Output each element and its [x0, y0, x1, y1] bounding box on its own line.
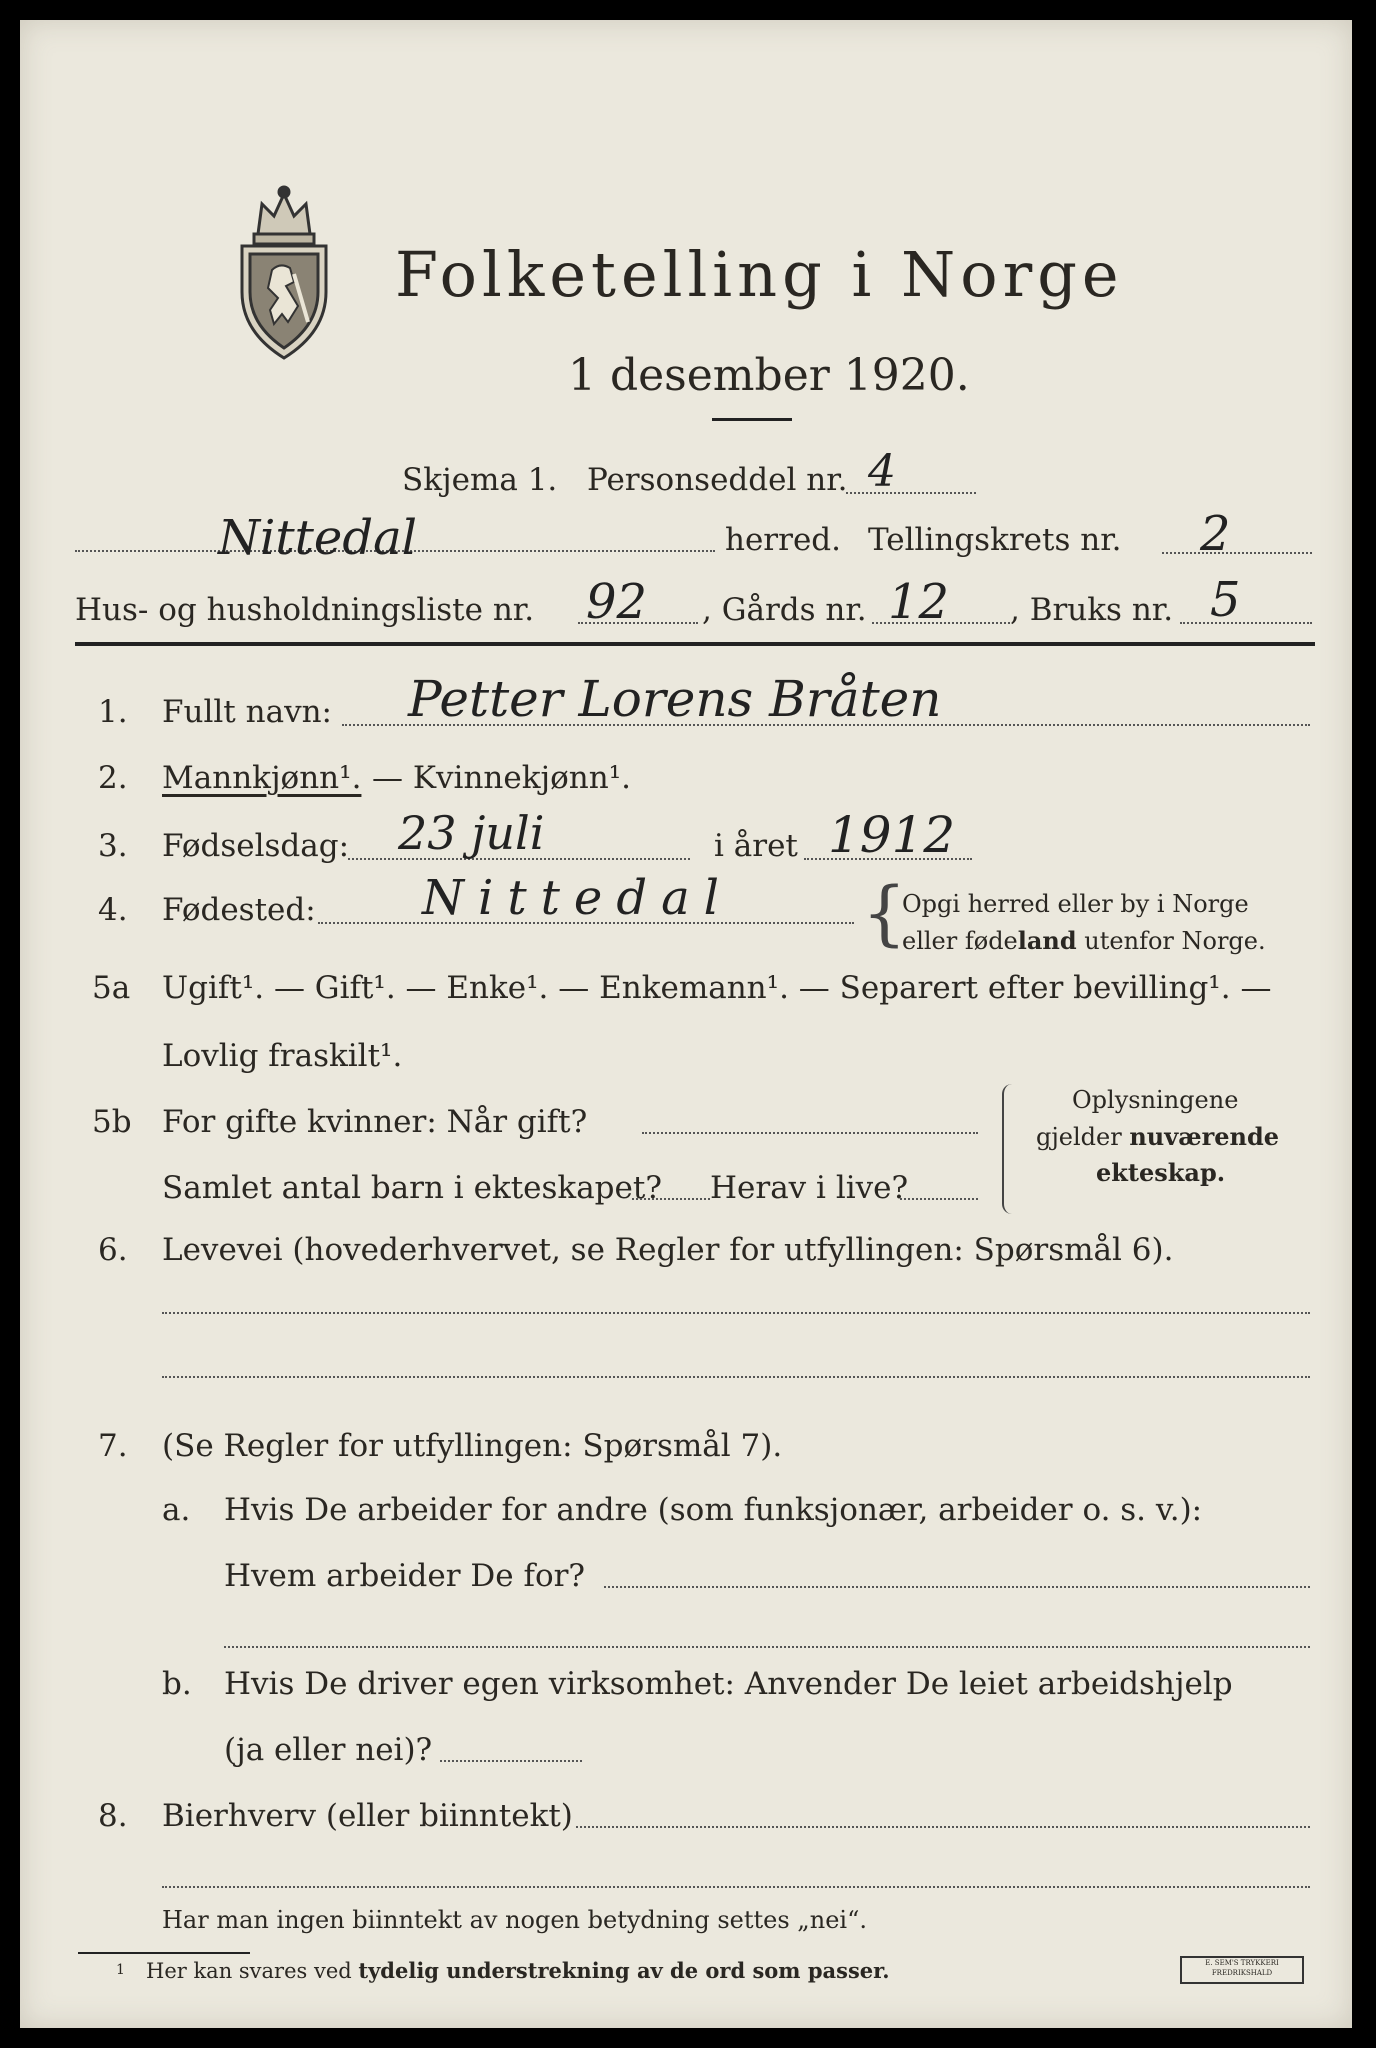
bruks-line: [1180, 622, 1312, 624]
q2-number: 2.: [98, 760, 128, 796]
q5b-when-married: For gifte kvinner: Når gift?: [162, 1104, 588, 1140]
personseddel-line: [846, 492, 976, 494]
q4-note-line1: Opgi herred eller by i Norge: [902, 890, 1249, 918]
gards-value[interactable]: 12: [888, 574, 950, 630]
q8-number: 8.: [98, 1798, 128, 1834]
q6-number: 6.: [98, 1232, 128, 1268]
bruks-value[interactable]: 5: [1210, 572, 1241, 628]
q7a-line2: Hvem arbeider De for?: [224, 1558, 586, 1594]
q7a-letter: a.: [162, 1492, 191, 1528]
herred-value[interactable]: Nittedal: [218, 510, 418, 566]
birth-date-value[interactable]: 23 juli: [398, 806, 545, 860]
tellingskrets-label: Tellingskrets nr.: [868, 522, 1122, 558]
q2-female-option[interactable]: — Kvinnekjønn¹.: [372, 760, 631, 796]
q5a-options-line2[interactable]: Lovlig fraskilt¹.: [162, 1038, 403, 1074]
q4-brace: {: [862, 872, 907, 954]
q5b-children: Samlet antal barn i ekteskapet?: [162, 1170, 662, 1206]
q5b-when-line: [642, 1132, 978, 1134]
census-date: 1 desember 1920.: [568, 350, 970, 401]
header-rule: [75, 642, 1315, 646]
tellingskrets-line: [1162, 552, 1312, 554]
q5a-number: 5a: [92, 970, 131, 1006]
q6-line1[interactable]: [162, 1312, 1310, 1314]
q8-label: Bierhverv (eller biinntekt): [162, 1798, 573, 1834]
bruks-label: , Bruks nr.: [1010, 592, 1174, 628]
q5b-number: 5b: [92, 1104, 132, 1140]
q1-label: Fullt navn:: [162, 694, 332, 730]
printer-line1: E. SEM'S TRYKKERI: [1205, 1959, 1279, 1967]
q2-male-option[interactable]: Mannkjønn¹.: [162, 760, 362, 796]
printer-line2: FREDRIKSHALD: [1211, 1969, 1273, 1977]
husliste-label: Hus- og husholdningsliste nr.: [75, 592, 535, 628]
q5a-options[interactable]: Ugift¹. — Gift¹. — Enke¹. — Enkemann¹. — Separert efter bevilling¹. —: [162, 970, 1272, 1006]
q8-answer-line[interactable]: [576, 1826, 1310, 1828]
q5b-alive: Herav i live?: [710, 1170, 909, 1206]
q4-number: 4.: [98, 892, 128, 928]
q4-label: Fødested:: [162, 892, 316, 928]
q5b-note-line3: ekteskap.: [1096, 1158, 1226, 1187]
footnote-rule: [78, 1952, 250, 1954]
q3-number: 3.: [98, 828, 128, 864]
tellingskrets-value[interactable]: 2: [1200, 506, 1231, 562]
q7b-line2: (ja eller nei)?: [224, 1732, 433, 1768]
q5b-children-line: [632, 1198, 710, 1200]
q5b-note-line2: gjelder nuværende: [1036, 1122, 1280, 1151]
full-name-value[interactable]: Petter Lorens Bråten: [408, 670, 942, 728]
q7-number: 7.: [98, 1428, 128, 1464]
q7b-line1: Hvis De driver egen virksomhet: Anvender De leiet arbeidshjelp: [224, 1666, 1233, 1702]
q7b-answer-line[interactable]: [440, 1760, 582, 1762]
skjema-label: Skjema 1.: [402, 462, 558, 498]
q6-line2[interactable]: [162, 1376, 1310, 1378]
herred-label: herred.: [725, 522, 841, 558]
q3-label: Fødselsdag:: [162, 828, 350, 864]
q7a-answer-line[interactable]: [604, 1586, 1310, 1588]
title-divider: [712, 418, 792, 421]
birth-year-value[interactable]: 1912: [828, 806, 956, 864]
personseddel-label: Personseddel nr.: [587, 462, 848, 498]
q3-year-label: i året: [714, 828, 798, 864]
q7a-answer-line2[interactable]: [224, 1646, 1310, 1648]
q4-note-line2: eller fødeland utenfor Norge.: [902, 926, 1266, 955]
birthplace-value[interactable]: Nittedal: [422, 870, 734, 926]
nei-instruction: Har man ingen biinntekt av nogen betydning settes „nei“.: [162, 1906, 867, 1934]
husliste-value[interactable]: 92: [586, 574, 648, 630]
q5b-alive-line: [900, 1198, 978, 1200]
personseddel-value[interactable]: 4: [868, 446, 896, 497]
q7a-line1: Hvis De arbeider for andre (som funksjonær, arbeider o. s. v.):: [224, 1492, 1203, 1528]
q7-label: (Se Regler for utfyllingen: Spørsmål 7).: [162, 1428, 783, 1464]
q7b-letter: b.: [162, 1666, 192, 1702]
form-title: Folketelling i Norge: [395, 238, 1124, 311]
q8-answer-line2[interactable]: [162, 1886, 1310, 1888]
printer-stamp: [1180, 1956, 1304, 1984]
q6-label: Levevei (hovederhvervet, se Regler for utfyllingen: Spørsmål 6).: [162, 1232, 1174, 1268]
gards-label: , Gårds nr.: [702, 592, 867, 628]
footnote-mark: 1: [116, 1962, 125, 1978]
q5b-note-line1: Oplysningene: [1072, 1086, 1239, 1114]
census-form-page: [20, 20, 1352, 2028]
q5b-bracket: [1002, 1084, 1012, 1214]
q1-number: 1.: [98, 694, 128, 730]
norwegian-coat-of-arms-icon: [228, 182, 340, 360]
footnote-text: Her kan svares ved tydelig understrekning av de ord som passer.: [146, 1958, 890, 1983]
